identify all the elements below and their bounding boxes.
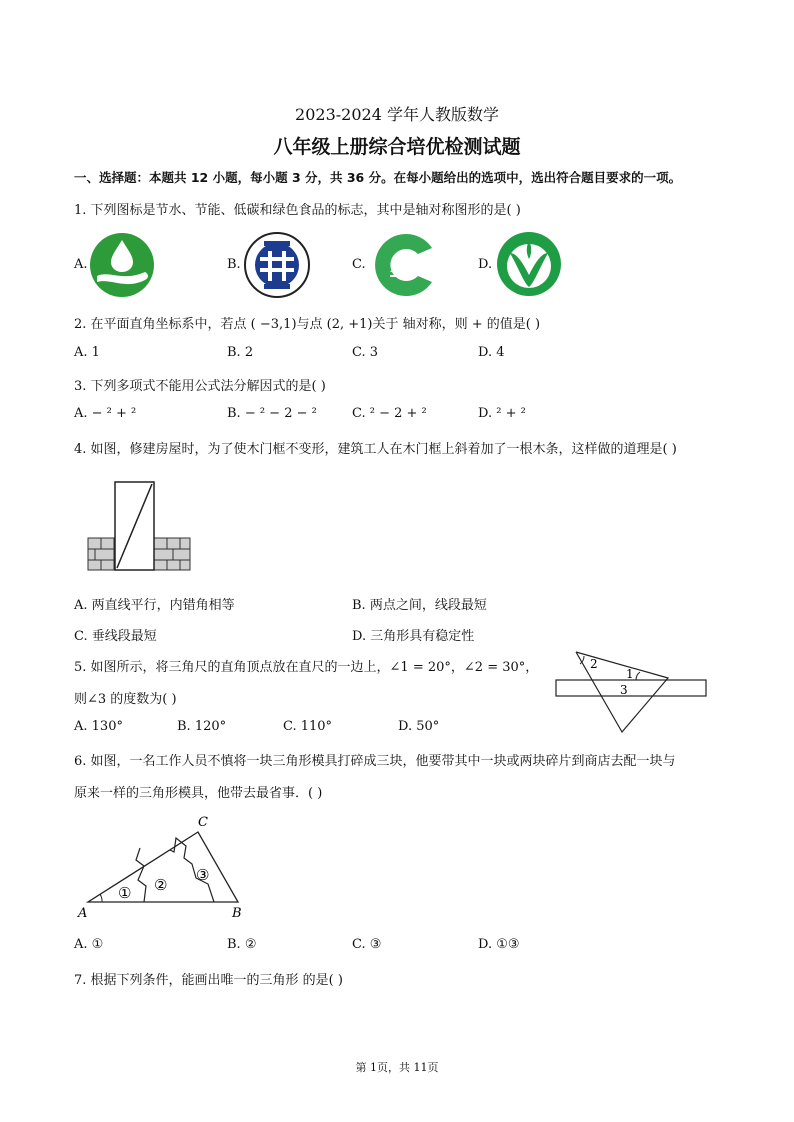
q3-option-d: D. ² + ² <box>478 406 526 421</box>
page-footer: 第 1页，共 11页 <box>355 1061 439 1074</box>
vertex-b-label: B <box>232 906 242 921</box>
q5-option-d: D. 50° <box>398 719 440 734</box>
q5-option-c: C. 110° <box>283 719 333 734</box>
vertex-c-label: C <box>198 815 208 830</box>
q6-option-d: D. ①③ <box>478 937 520 952</box>
q5-option-b: B. 120° <box>177 719 227 734</box>
q1-option-d: D. <box>478 257 493 272</box>
low-carbon-logo-icon <box>368 230 436 300</box>
water-saving-logo-icon <box>89 232 155 298</box>
question-3-stem: 3. 下列多项式不能用公式法分解因式的是( ) <box>74 379 326 394</box>
q4-option-d: D. 三角形具有稳定性 <box>352 629 475 644</box>
q1-option-c: C. <box>352 257 366 272</box>
q6-option-b: B. ② <box>227 937 257 952</box>
q2-option-b: B. 2 <box>227 345 254 360</box>
angle-3-label: 3 <box>620 683 628 697</box>
q2-option-c: C. 3 <box>352 345 379 360</box>
question-5-stem-line1: 5. 如图所示，将三角尺的直角顶点放在直尺的一边上，∠1 = 20°，∠2 = 30°， <box>74 660 539 675</box>
q3-option-c: C. ² − 2 + ² <box>352 406 427 421</box>
piece-2-label: ② <box>154 876 168 894</box>
piece-1-label: ① <box>118 884 132 902</box>
door-frame-figure <box>88 480 192 572</box>
q2-option-d: D. 4 <box>478 345 505 360</box>
q6-option-c: C. ③ <box>352 937 382 952</box>
q5-option-a: A. 130° <box>74 719 123 734</box>
question-1-stem: 1. 下列图标是节水、节能、低碳和绿色食品的标志，其中是轴对称图形的是( ) <box>74 203 521 218</box>
angle-2-label: 2 <box>590 657 598 671</box>
exam-title-line2: 八年级上册综合培优检测试题 <box>273 136 521 158</box>
section-heading: 一、选择题：本题共 12 小题，每小题 3 分，共 36 分。在每小题给出的选项中，选出符合题目要求的一项。 <box>74 170 682 185</box>
q4-option-b: B. 两点之间，线段最短 <box>352 598 487 613</box>
question-6-stem-line1: 6. 如图，一名工作人员不慎将一块三角形模具打碎成三块，他要带其中一块或两块碎片到商店去配一块与 <box>74 754 676 769</box>
vertex-a-label: A <box>78 906 88 921</box>
broken-triangle-figure <box>74 814 254 922</box>
q1-option-b: B. <box>227 257 241 272</box>
question-4-stem: 4. 如图，修建房屋时，为了使木门框不变形，建筑工人在木门框上斜着加了一根木条，这样做的道理是( ) <box>74 442 677 457</box>
q3-option-b: B. − ² − 2 − ² <box>227 406 317 421</box>
q1-option-a: A. <box>74 257 88 272</box>
question-7-stem: 7. 根据下列条件，能画出唯一的三角形 的是( ) <box>74 973 343 988</box>
energy-saving-logo-icon <box>243 231 311 299</box>
q4-option-c: C. 垂线段最短 <box>74 629 157 644</box>
exam-title-line1: 2023-2024 学年人教版数学 <box>295 105 499 124</box>
question-2-stem: 2. 在平面直角坐标系中，若点 ( −3,1)与点 (2, +1)关于 轴对称，则 + 的值是( ) <box>74 317 541 332</box>
q4-option-a: A. 两直线平行，内错角相等 <box>74 598 235 613</box>
q6-option-a: A. ① <box>74 937 104 952</box>
angle-1-label: 1 <box>626 667 634 681</box>
piece-3-label: ③ <box>196 866 210 884</box>
green-food-logo-icon <box>496 231 562 297</box>
question-5-stem-line2: 则∠3 的度数为( ) <box>74 692 177 707</box>
ruler-triangle-figure <box>554 650 708 736</box>
q3-option-a: A. − ² + ² <box>74 406 137 421</box>
question-6-stem-line2: 原来一样的三角形模具，他带去最省事．( ) <box>74 786 323 801</box>
q2-option-a: A. 1 <box>74 345 100 360</box>
